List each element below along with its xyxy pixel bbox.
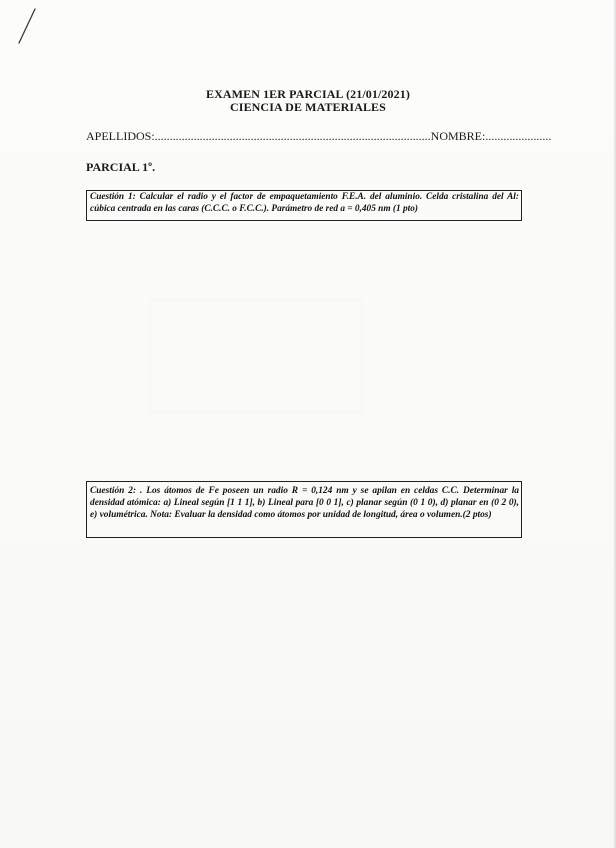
- nombre-label: NOMBRE:: [430, 129, 486, 143]
- course-title: CIENCIA DE MATERIALES: [230, 100, 386, 114]
- apellidos-field[interactable]: ............................................................................................: [154, 129, 431, 143]
- pen-stroke-mark: [16, 6, 40, 46]
- student-name-line: [86, 129, 552, 144]
- exam-header: [0, 88, 616, 114]
- question-2-box: Cuestión 2: . Los átomos de Fe poseen un radio R = 0,124 nm y se apilan en celdas C.C. Determinar la densidad atómica: a) Lineal según [1 1 1], b) Lineal para [0 0 1], c) planar según (0 1 0), d) planar en (0 2 0), e) volumétrica. Nota: Evaluar la densidad como átomos por unidad de longitud, área o volumen.(2 ptos): [86, 481, 522, 538]
- parcial-heading: PARCIAL 1º.: [86, 160, 156, 174]
- question-1-box: Cuestión 1: Calcular el radio y el factor de empaquetamiento F.E.A. del aluminio. Celda cristalina del Al: cúbica centrada en las caras (C.C.C. o F.C.C.). Parámetro de red a = 0,405 nm (1 pto): [86, 190, 522, 221]
- answer-area: [150, 300, 362, 412]
- exam-title: EXAMEN 1ER PARCIAL (21/01/2021): [206, 87, 410, 101]
- nombre-field[interactable]: ......................: [485, 129, 552, 143]
- apellidos-label: APELLIDOS:: [86, 129, 155, 143]
